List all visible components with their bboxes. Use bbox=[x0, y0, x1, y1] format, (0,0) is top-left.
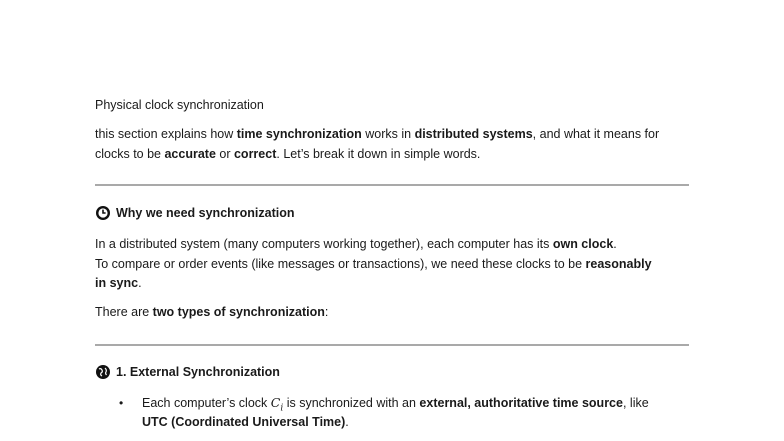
bold-run: time synchronization bbox=[236, 127, 362, 141]
divider bbox=[95, 344, 689, 346]
globe-icon bbox=[95, 364, 111, 380]
bold-run: UTC (Coordinated Universal Time) bbox=[142, 415, 346, 429]
bold-run: reasonably bbox=[585, 257, 652, 271]
text-run: To compare or order events (like messages or transactions), we need these clocks to be bbox=[95, 257, 586, 271]
bold-run: own clock bbox=[552, 237, 614, 251]
text-run: works in bbox=[361, 127, 415, 141]
bold-run: external, authoritative time source bbox=[419, 396, 623, 410]
text-run: . bbox=[345, 415, 349, 429]
text-run: is synchronized with an bbox=[283, 396, 420, 410]
var-text: C bbox=[270, 395, 281, 410]
intro-line-1 bbox=[95, 126, 659, 142]
text-run: . bbox=[613, 237, 617, 251]
text-run: , and what it means for bbox=[532, 127, 660, 141]
bold-run: correct bbox=[233, 147, 277, 161]
divider bbox=[95, 184, 689, 186]
paragraph-line bbox=[95, 256, 652, 272]
list-item-line bbox=[142, 414, 349, 430]
paragraph-line bbox=[95, 275, 142, 291]
text-run: Each computer’s clock bbox=[142, 396, 271, 410]
text-run: : bbox=[324, 305, 329, 319]
bold-run: distributed systems bbox=[414, 127, 533, 141]
text-run: , like bbox=[622, 396, 649, 410]
document-title: Physical clock synchronization bbox=[95, 98, 264, 112]
text-run: . bbox=[138, 276, 142, 290]
heading-text: Why we need synchronization bbox=[116, 206, 295, 220]
text-run: clocks to be bbox=[95, 147, 165, 161]
bold-run: accurate bbox=[164, 147, 216, 161]
paragraph-line bbox=[95, 236, 617, 252]
text-run: There are bbox=[95, 305, 153, 319]
math-variable bbox=[270, 395, 284, 414]
var-subscript: i bbox=[280, 403, 284, 414]
bold-run: in sync bbox=[95, 276, 139, 290]
heading-text: 1. External Synchronization bbox=[116, 365, 280, 379]
text-run: or bbox=[215, 147, 234, 161]
text-run: In a distributed system (many computers working together), each computer has its bbox=[95, 237, 553, 251]
bold-run: two types of synchronization bbox=[152, 305, 325, 319]
paragraph-line bbox=[95, 304, 328, 320]
clock-icon bbox=[95, 205, 111, 221]
text-run: . Let’s break it down in simple words. bbox=[276, 147, 481, 161]
intro-line-2 bbox=[95, 146, 480, 162]
section-heading-why bbox=[95, 205, 295, 221]
text-run: this section explains how bbox=[95, 127, 237, 141]
section-heading-external bbox=[95, 364, 280, 380]
bullet-dot: • bbox=[119, 396, 124, 410]
